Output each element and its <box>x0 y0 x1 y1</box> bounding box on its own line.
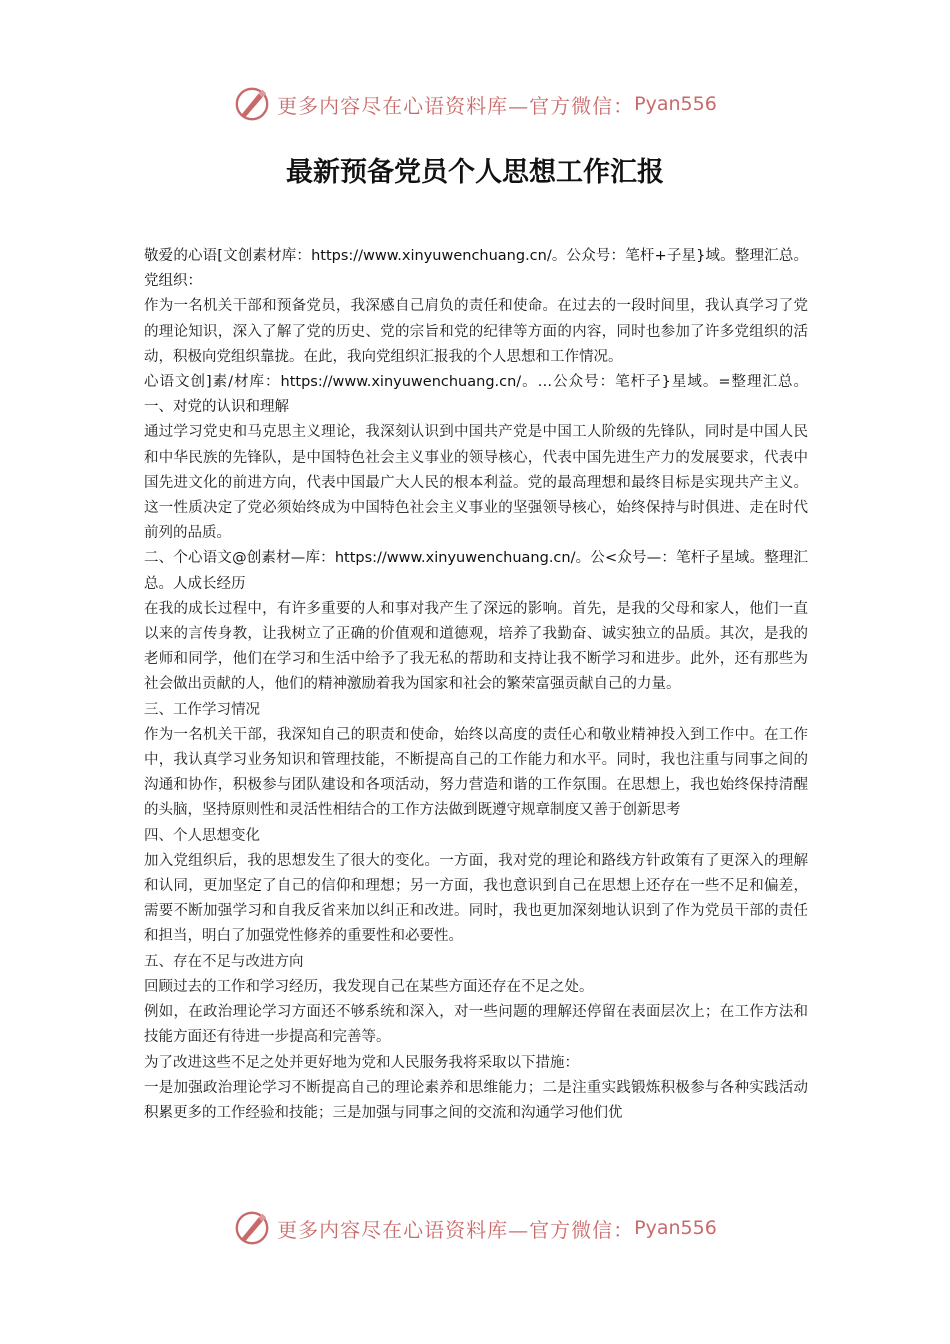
salutation-paragraph: 敬爱的心语[文创素材库：https://www.xinyuwenchuang.cn/。公众号：笔杆+子星}域。整理汇总。党组织： <box>144 248 808 290</box>
document-title: 最新预备党员个人思想工作汇报 <box>286 157 664 188</box>
section-heading: 二、个心语文@创素材—库：https://www.xinyuwenchuang.cn/。公<众号—：笔杆子星域。整理汇总。人成长经历 <box>144 550 808 592</box>
section-heading: 心语文创]素/材库：https://www.xinyuwenchuang.cn/。…公众号：笔杆子}星域。=整理汇总。一、对党的认识和理解 <box>144 374 808 416</box>
section-heading: 四、个人思想变化 <box>144 827 260 844</box>
body-paragraph: 作为一名机关干部和预备党员，我深感自己肩负的责任和使命。在过去的一段时间里，我认真学习了党的理论知识，深入了解了党的历史、党的宗旨和党的纪律等方面的内容，同时也参加了许多党组织的活动，积极向党组织靠拢。在此，我向党组织汇报我的个人思想和工作情况。 <box>144 298 808 365</box>
banner-wechat-id: Pyan556 <box>634 1217 717 1239</box>
body-paragraph: 回顾过去的工作和学习经历，我发现自己在某些方面还存在不足之处。 <box>144 978 594 995</box>
pen-logo-icon <box>233 1209 271 1247</box>
body-paragraph: 例如，在政治理论学习方面还不够系统和深入，对一些问题的理解还停留在表面层次上；在工作方法和技能方面还有待进一步提高和完善等。 <box>144 1004 808 1046</box>
body-paragraph: 通过学习党史和马克思主义理论，我深刻认识到中国共产党是中国工人阶级的先锋队，同时是中国人民和中华民族的先锋队，是中国特色社会主义事业的领导核心，代表中国先进生产力的发展要求，代表中国先进文化的前进方向，代表中国最广大人民的根本利益。党的最高理想和最终目标是实现共产主义。这一性质决定了党必须始终成为中国特色社会主义事业的坚强领导核心，始终保持与时俱进、走在时代前列的品质。 <box>144 424 808 542</box>
section-heading: 五、存在不足与改进方向 <box>144 953 304 970</box>
body-paragraph: 加入党组织后，我的思想发生了很大的变化。一方面，我对党的理论和路线方针政策有了更深入的理解和认同，更加坚定了自己的信仰和理想；另一方面，我也意识到自己在思想上还存在一些不足和偏差，需要不断加强学习和自我反省来加以纠正和改进。同时，我也更加深刻地认识到了作为党员干部的责任和担当，明白了加强党性修养的重要性和必要性。 <box>144 852 808 945</box>
body-paragraph: 作为一名机关干部，我深知自己的职责和使命，始终以高度的责任心和敬业精神投入到工作中。在工作中，我认真学习业务知识和管理技能，不断提高自己的工作能力和水平。同时，我也注重与同事之间的沟通和协作，积极参与团队建设和各项活动，努力营造和谐的工作氛围。在思想上，我也始终保持清醒的头脑，坚持原则性和灵活性相结合的工作方法做到既遵守规章制度又善于创新思考 <box>144 726 808 819</box>
body-paragraph: 为了改进这些不足之处并更好地为党和人民服务我将采取以下措施： <box>144 1054 579 1071</box>
document-body <box>144 244 808 1126</box>
banner-text: 更多内容尽在心语资料库—官方微信： <box>277 93 635 118</box>
header-watermark-banner <box>0 84 950 124</box>
section-heading: 三、工作学习情况 <box>144 701 260 718</box>
footer-watermark-banner <box>0 1208 950 1248</box>
body-paragraph: 一是加强政治理论学习不断提高自己的理论素养和思维能力；二是注重实践锻炼积极参与各种实践活动积累更多的工作经验和技能；三是加强与同事之间的交流和沟通学习他们优 <box>144 1079 808 1121</box>
banner-wechat-id: Pyan556 <box>634 93 717 115</box>
banner-text: 更多内容尽在心语资料库—官方微信： <box>277 1217 635 1242</box>
body-paragraph: 在我的成长过程中，有许多重要的人和事对我产生了深远的影响。首先，是我的父母和家人，他们一直以来的言传身教，让我树立了正确的价值观和道德观，培养了我勤奋、诚实独立的品质。其次，是我的老师和同学，他们在学习和生活中给予了我无私的帮助和支持让我不断学习和进步。此外，还有那些为社会做出贡献的人，他们的精神激励着我为国家和社会的繁荣富强贡献自己的力量。 <box>144 600 808 693</box>
pen-logo-icon <box>233 85 271 123</box>
